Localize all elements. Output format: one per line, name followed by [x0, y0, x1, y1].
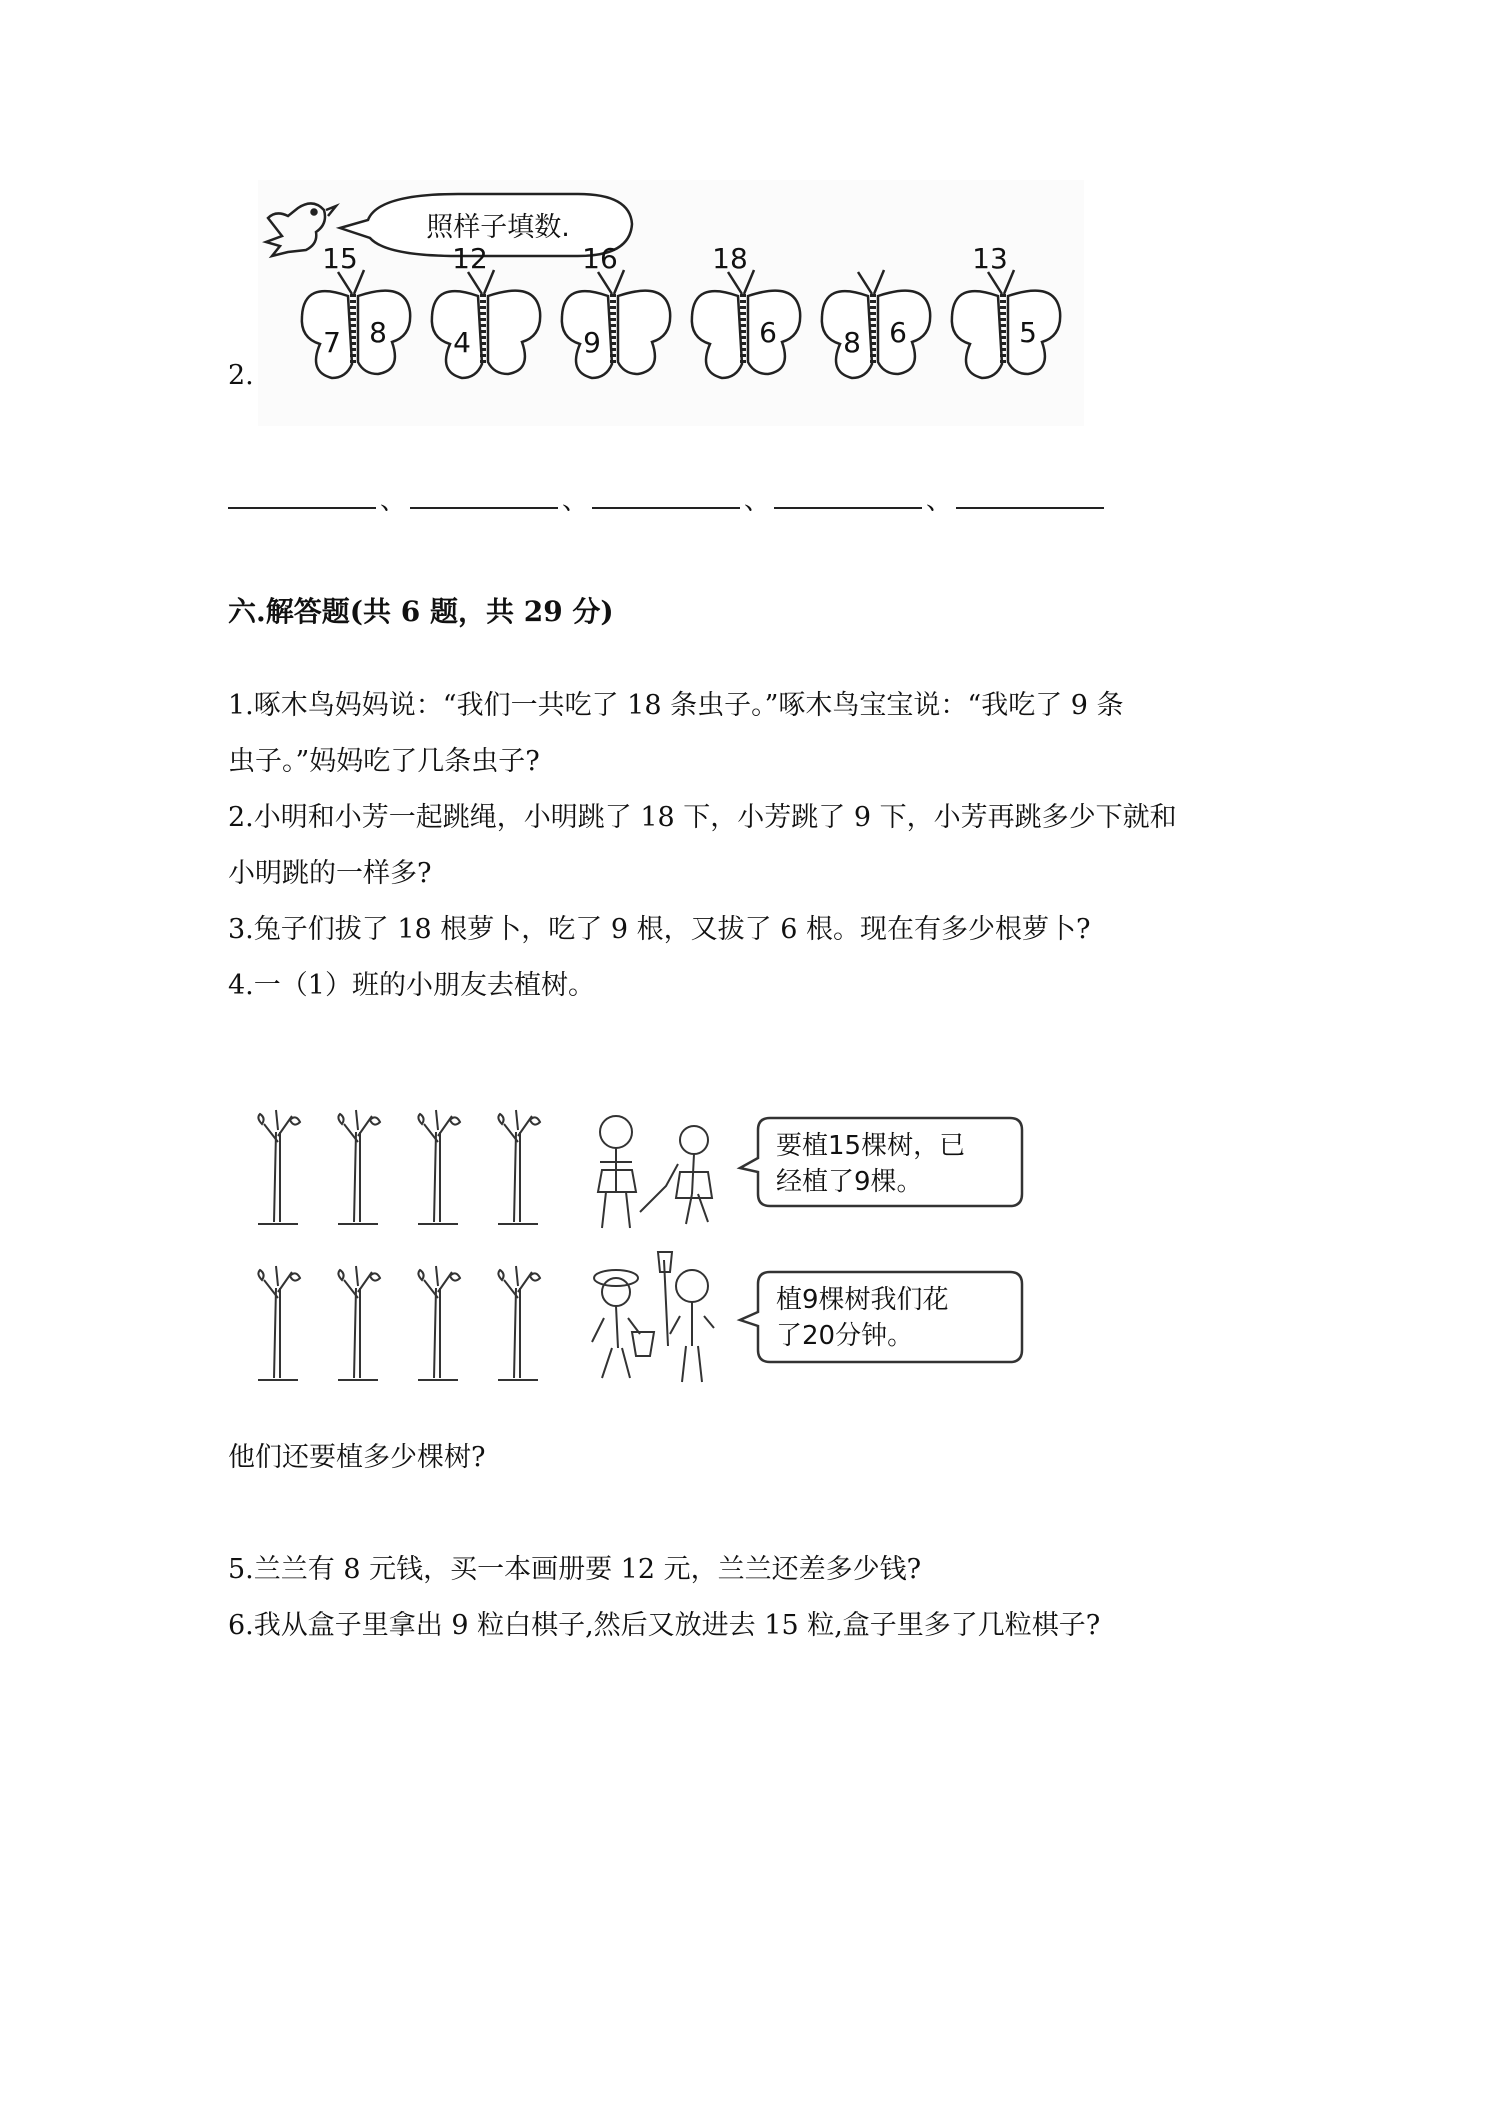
blank-separator: 、: [561, 486, 588, 516]
butterfly-top-number: 18: [712, 242, 748, 275]
tree-icon: [498, 1266, 540, 1380]
answer-blank-5[interactable]: [956, 485, 1104, 509]
butterfly-right-number: 5: [1019, 316, 1037, 349]
tree-icon: [338, 1266, 380, 1380]
question-4-ask: 他们还要植多少棵树?: [228, 1442, 486, 1473]
question-1-line-1: 1.啄木鸟妈妈说：“我们一共吃了 18 条虫子。”啄木鸟宝宝说：“我吃了 9 条: [228, 690, 1124, 721]
butterfly-right-number: 6: [889, 316, 907, 349]
butterfly-illustration: [258, 180, 1084, 426]
question-4: 4.一（1）班的小朋友去植树。: [228, 970, 595, 1001]
butterfly-left-number: 4: [453, 326, 471, 359]
tree-icon: [418, 1110, 460, 1224]
child-girl-figure: [598, 1116, 636, 1228]
tree-icon: [498, 1110, 540, 1224]
question-2-line-2: 小明跳的一样多?: [228, 858, 432, 889]
butterfly-top-number: 13: [972, 242, 1008, 275]
blank-separator: 、: [925, 486, 952, 516]
question-1-line-2: 虫子。”妈妈吃了几条虫子?: [228, 746, 540, 777]
tree-icon: [258, 1266, 300, 1380]
tree-planting-illustration: [246, 1102, 1036, 1390]
bubble-2-line-1: 植9棵树我们花: [776, 1285, 949, 1315]
section-title: 六.解答题(共 6 题，共 29 分): [228, 595, 614, 628]
child-shovel-figure: [658, 1252, 714, 1382]
butterfly-left-number: 8: [843, 326, 861, 359]
butterfly-top-number: 15: [322, 242, 358, 275]
blank-separator: 、: [379, 486, 406, 516]
butterfly-right-number: 6: [759, 316, 777, 349]
answer-blank-2[interactable]: [410, 485, 558, 509]
tree-icon: [258, 1110, 300, 1224]
child-digging-figure: [640, 1126, 712, 1224]
butterfly-left-number: 9: [583, 326, 601, 359]
bubble-1-line-1: 要植15棵树，已: [776, 1131, 966, 1161]
question-2-line-1: 2.小明和小芳一起跳绳，小明跳了 18 下，小芳跳了 9 下，小芳再跳多少下就和: [228, 802, 1177, 833]
tree-icon: [418, 1266, 460, 1380]
question-6: 6.我从盒子里拿出 9 粒白棋子,然后又放进去 15 粒,盒子里多了几粒棋子?: [228, 1610, 1101, 1641]
butterfly-top-number: 16: [582, 242, 618, 275]
bird-prompt-text: 照样子填数.: [426, 212, 570, 243]
butterfly-left-number: 7: [323, 326, 341, 359]
child-bucket-figure: [592, 1270, 654, 1378]
bubble-2-line-2: 了20分钟。: [776, 1321, 914, 1351]
answer-blanks: [228, 480, 1104, 517]
answer-blank-1[interactable]: [228, 485, 376, 509]
bubble-1-line-2: 经植了9棵。: [776, 1167, 923, 1197]
tree-icon: [338, 1110, 380, 1224]
answer-blank-3[interactable]: [592, 485, 740, 509]
butterfly-right-number: 8: [369, 316, 387, 349]
question-3: 3.兔子们拔了 18 根萝卜，吃了 9 根，又拔了 6 根。现在有多少根萝卜?: [228, 914, 1091, 945]
answer-blank-4[interactable]: [774, 485, 922, 509]
question-5: 5.兰兰有 8 元钱，买一本画册要 12 元，兰兰还差多少钱?: [228, 1554, 922, 1585]
question-number: 2.: [228, 360, 254, 391]
blank-separator: 、: [743, 486, 770, 516]
butterfly-top-number: 12: [452, 242, 488, 275]
